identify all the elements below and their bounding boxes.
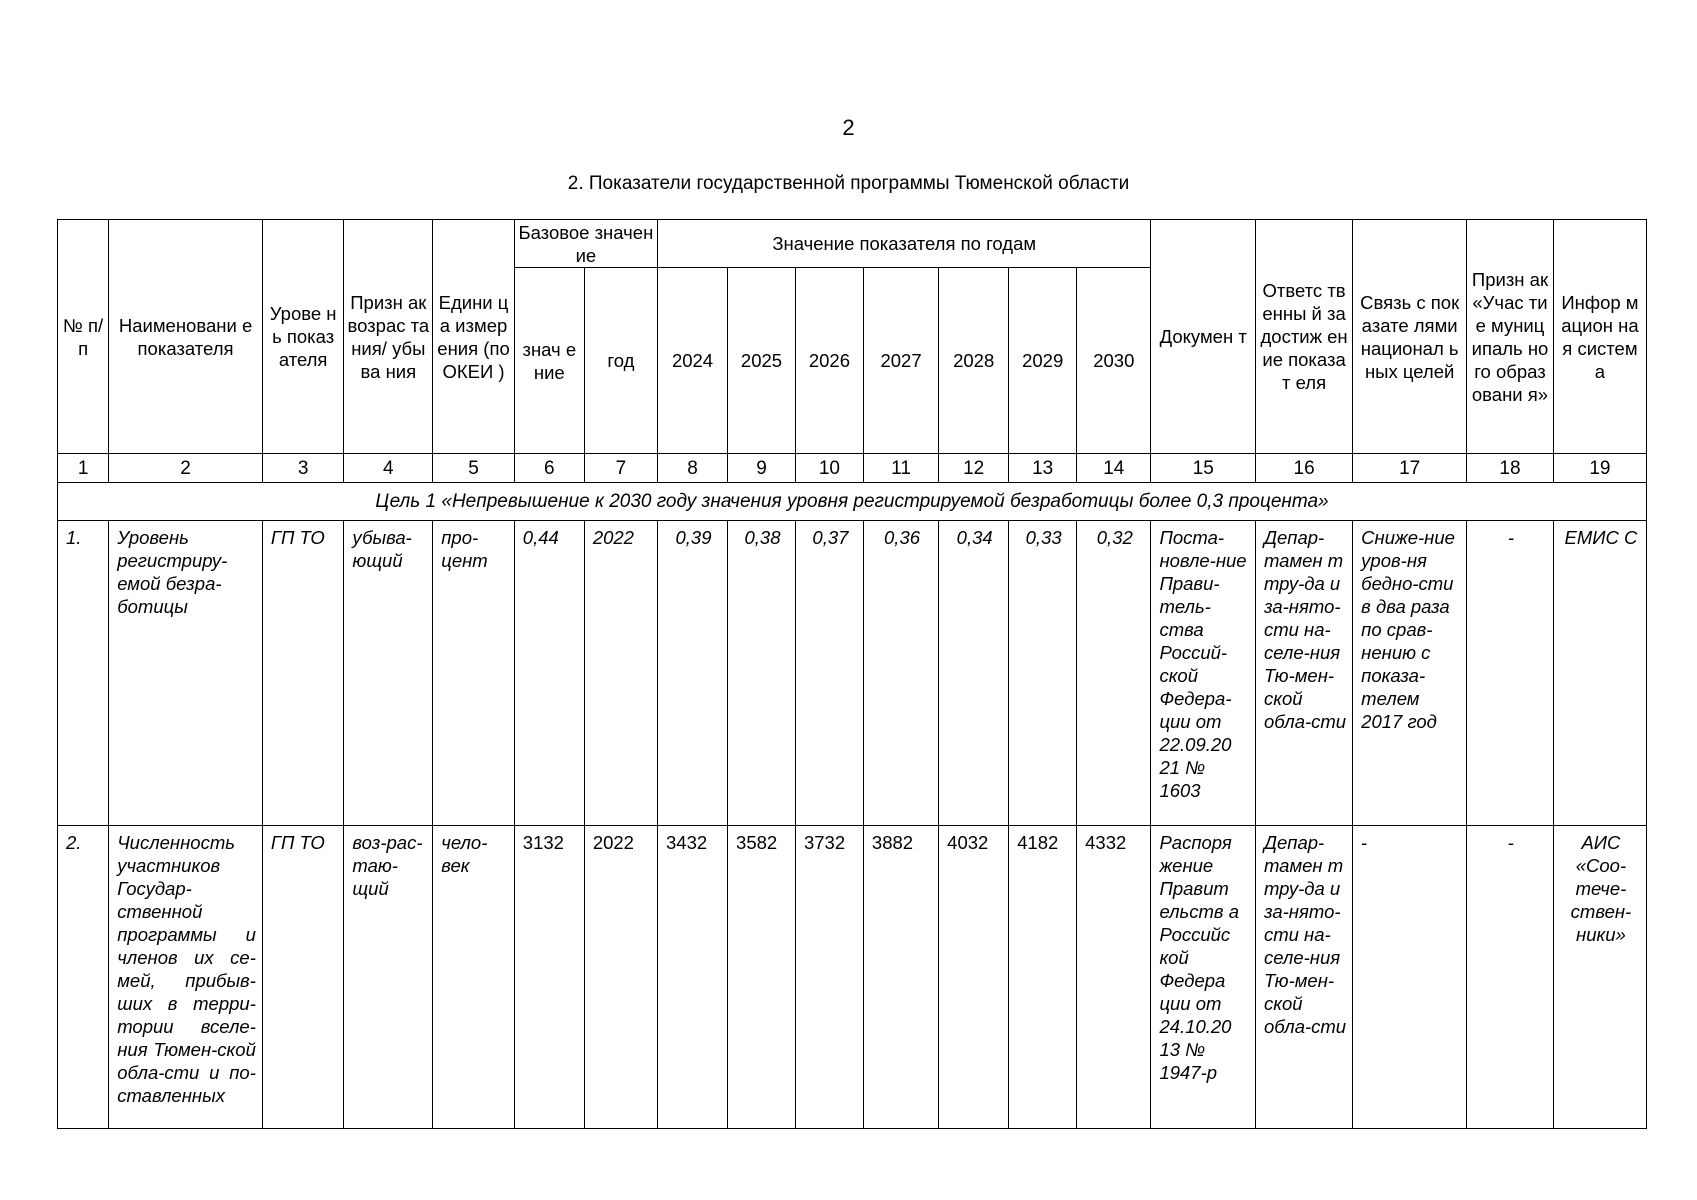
column-number: 2 (109, 454, 263, 483)
header-year: 2030 (1077, 268, 1151, 454)
row-name: Уровень регистриру-емой безра-ботицы (109, 521, 263, 826)
page-number: 2 (842, 115, 855, 140)
row-value-2028: 4032 (939, 826, 1009, 1129)
row-municipal: - (1467, 521, 1554, 826)
goal-text: Цель 1 «Непревышение к 2030 году значения уровня регистрируемой безработицы более 0,3 процента» (58, 483, 1647, 521)
header-unit: Едини ца измер ения (по ОКЕИ ) (433, 220, 515, 454)
goal-row (58, 483, 1647, 521)
row-value-2024: 0,39 (658, 521, 728, 826)
row-value-2030: 0,32 (1077, 521, 1151, 826)
header-level: Урове нь показ ателя (262, 220, 344, 454)
table-row (58, 826, 1647, 1129)
row-link: - (1353, 826, 1467, 1129)
row-num: 2. (58, 826, 109, 1129)
indicators-table (57, 219, 1647, 1129)
row-trend: убыва-ющий (344, 521, 433, 826)
table-row (58, 521, 1647, 826)
row-value-2030: 4332 (1077, 826, 1151, 1129)
column-numbers-row (58, 454, 1647, 483)
row-infosystem: АИС «Соо-тече-ствен-ники» (1553, 826, 1646, 1129)
column-number: 3 (262, 454, 344, 483)
column-number: 4 (344, 454, 433, 483)
header-years-group: Значение показателя по годам (658, 220, 1151, 268)
header-trend: Призн ак возрас тания/ убыва ния (344, 220, 433, 454)
header-infosystem: Инфор мацион ная систем а (1553, 220, 1646, 454)
column-number: 5 (433, 454, 515, 483)
row-base-year: 2022 (584, 521, 657, 826)
row-responsible: Депар-тамен т тру-да и за-нято-сти на-селе-ния Тю-мен-ской обла-сти (1255, 521, 1352, 826)
column-number: 10 (795, 454, 863, 483)
column-number: 7 (584, 454, 657, 483)
header-municipal: Призн ак «Учас тие муниц ипаль ного образ овани я» (1467, 220, 1554, 454)
header-year: 2024 (658, 268, 728, 454)
column-number: 16 (1255, 454, 1352, 483)
row-level: ГП ТО (262, 521, 344, 826)
header-year: 2028 (939, 268, 1009, 454)
row-level: ГП ТО (262, 826, 344, 1129)
row-value-2029: 4182 (1009, 826, 1077, 1129)
row-municipal: - (1467, 826, 1554, 1129)
row-value-2025: 3582 (728, 826, 796, 1129)
column-number: 8 (658, 454, 728, 483)
column-number: 14 (1077, 454, 1151, 483)
row-infosystem: ЕМИС С (1553, 521, 1646, 826)
column-number: 18 (1467, 454, 1554, 483)
row-value-2026: 3732 (795, 826, 863, 1129)
column-number: 6 (514, 454, 584, 483)
row-value-2027: 3882 (863, 826, 938, 1129)
row-base-value: 3132 (514, 826, 584, 1129)
column-number: 13 (1009, 454, 1077, 483)
header-responsible: Ответс твенны й за достиж ение показат еля (1255, 220, 1352, 454)
row-responsible: Депар-тамен т тру-да и за-нято-сти на-селе-ния Тю-мен-ской обла-сти (1255, 826, 1352, 1129)
header-year: 2027 (863, 268, 938, 454)
row-value-2029: 0,33 (1009, 521, 1077, 826)
row-link: Сниже-ние уров-ня бедно-сти в два раза по срав-нению с показа-телем 2017 год (1353, 521, 1467, 826)
column-number: 15 (1151, 454, 1256, 483)
header-year: 2029 (1009, 268, 1077, 454)
row-unit: чело-век (433, 826, 515, 1129)
row-document: Поста-новле-ние Прави-тель-ства Россий-ской Федера-ции от 22.09.20 21 № 1603 (1151, 521, 1256, 826)
row-unit: про-цент (433, 521, 515, 826)
row-value-2025: 0,38 (728, 521, 796, 826)
row-name: Численность участников Государ-ственной программы и членов их се-мей, прибыв-ших в терри-тории вселе-ния Тюмен-ской обла-сти и по-ставленных (109, 826, 263, 1129)
header-year: 2026 (795, 268, 863, 454)
header-base-group: Базовое значение (514, 220, 657, 268)
row-num: 1. (58, 521, 109, 826)
header-base-value: знач ение (514, 268, 584, 454)
column-number: 9 (728, 454, 796, 483)
column-number: 1 (58, 454, 109, 483)
row-value-2026: 0,37 (795, 521, 863, 826)
row-document: Распоря жение Правит ельств а Российс кой Федера ции от 24.10.20 13 № 1947-р (1151, 826, 1256, 1129)
row-base-year: 2022 (584, 826, 657, 1129)
document-title: 2. Показатели государственной программы Тюменской области (567, 173, 1130, 194)
header-num: № п/п (58, 220, 109, 454)
column-number: 12 (939, 454, 1009, 483)
column-number: 17 (1353, 454, 1467, 483)
row-value-2028: 0,34 (939, 521, 1009, 826)
header-document: Докумен т (1151, 220, 1256, 454)
row-value-2027: 0,36 (863, 521, 938, 826)
header-base-year: год (584, 268, 657, 454)
row-trend: воз-рас-таю-щий (344, 826, 433, 1129)
column-number: 19 (1553, 454, 1646, 483)
row-value-2024: 3432 (658, 826, 728, 1129)
row-base-value: 0,44 (514, 521, 584, 826)
header-year: 2025 (728, 268, 796, 454)
column-number: 11 (863, 454, 938, 483)
header-link: Связь с показате лями национал ьных целей (1353, 220, 1467, 454)
header-name: Наименовани е показателя (109, 220, 263, 454)
